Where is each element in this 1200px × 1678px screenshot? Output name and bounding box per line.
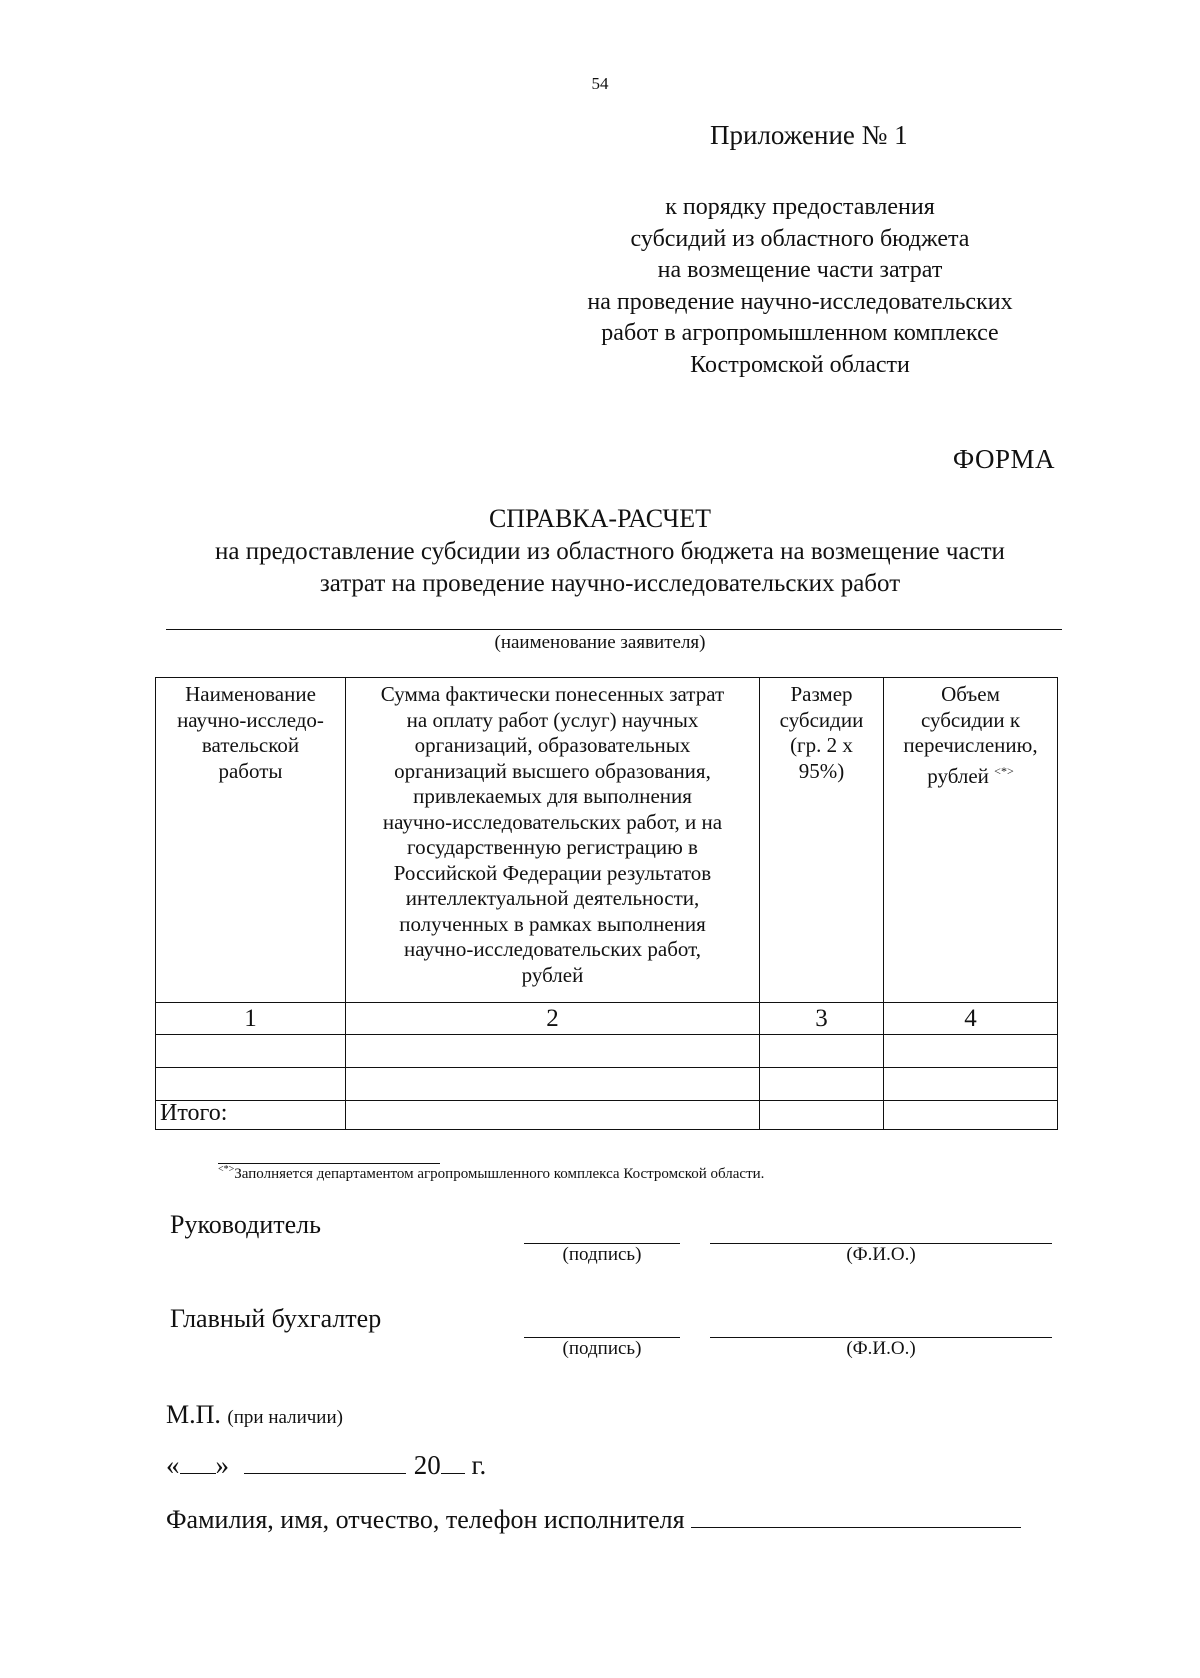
- table-cell[interactable]: [346, 1101, 760, 1130]
- appendix-line: на возмещение части затрат: [657, 257, 943, 283]
- header-line: полученных в рамках выполнения: [399, 911, 706, 936]
- table-row: [156, 1068, 1058, 1101]
- header-line: Сумма фактически понесенных затрат: [380, 682, 725, 706]
- header-line: перечислению,: [903, 733, 1038, 757]
- executor-blank[interactable]: [691, 1503, 1021, 1528]
- stamp-place: [166, 1400, 343, 1430]
- page-number: 54: [591, 74, 609, 93]
- head-signature-caption: (подпись): [562, 1244, 642, 1265]
- executor-label: Фамилия, имя, отчество, телефон исполнителя: [166, 1505, 685, 1534]
- subtitle-line: на предоставление субсидии из областного бюджета на возмещение части: [215, 538, 1005, 565]
- year-blank[interactable]: [441, 1449, 465, 1474]
- header-line: вательской: [201, 733, 300, 757]
- column-number: 2: [346, 1003, 760, 1035]
- header-line: рублей: [927, 763, 989, 788]
- header-line: работы: [218, 758, 283, 783]
- header-cell-subsidy-amount: [884, 678, 1058, 1003]
- header-line: научно-исследовательских работ, и на: [382, 809, 723, 834]
- header-line: Наименование: [185, 682, 316, 706]
- stamp-note: (при наличии): [227, 1407, 343, 1428]
- table-cell[interactable]: [346, 1068, 760, 1101]
- header-line: организаций высшего образования,: [394, 758, 711, 783]
- table-cell[interactable]: [346, 1035, 760, 1068]
- accountant-signature-caption: (подпись): [562, 1338, 642, 1359]
- appendix-line: субсидий из областного бюджета: [630, 225, 970, 252]
- header-line: Размер: [790, 682, 853, 706]
- table-cell[interactable]: [760, 1101, 884, 1130]
- table-cell[interactable]: [760, 1035, 884, 1068]
- applicant-caption: (наименование заявителя): [494, 632, 706, 653]
- table-row: [156, 1035, 1058, 1068]
- appendix-subtitle: [520, 192, 1080, 381]
- applicant-name-line[interactable]: [166, 629, 1062, 630]
- appendix-title: Приложение № 1: [710, 120, 908, 150]
- date-close-quote: »: [215, 1450, 229, 1480]
- year-prefix: 20: [413, 1450, 441, 1480]
- column-number-row: [156, 1003, 1058, 1035]
- header-line: интеллектуальной деятельности,: [405, 886, 700, 910]
- header-cell-research-name: [156, 678, 346, 1003]
- column-number: 1: [156, 1003, 346, 1035]
- year-suffix: г.: [471, 1450, 487, 1480]
- total-label: Итого:: [156, 1101, 346, 1130]
- head-label: Руководитель: [170, 1210, 321, 1239]
- header-line: государственную регистрацию в: [407, 835, 698, 859]
- header-line: Объем: [941, 682, 1000, 706]
- header-line: научно-исследовательских работ,: [404, 937, 701, 961]
- header-line: научно-исследо-: [177, 707, 324, 732]
- stamp-label: М.П.: [166, 1400, 221, 1429]
- table-cell[interactable]: [760, 1068, 884, 1101]
- header-line: привлекаемых для выполнения: [413, 784, 692, 808]
- date-line: [166, 1449, 486, 1481]
- header-line: (гр. 2 x: [790, 733, 853, 757]
- table-cell[interactable]: [884, 1101, 1058, 1130]
- form-label: ФОРМА: [952, 444, 1055, 474]
- header-line: рублей: [521, 962, 584, 987]
- table-cell[interactable]: [156, 1035, 346, 1068]
- table-header-row: [156, 678, 1058, 1003]
- executor-line: [166, 1503, 1021, 1535]
- total-row: [156, 1101, 1058, 1130]
- appendix-line: работ в агропромышленном комплексе: [601, 320, 999, 346]
- footnote-mark: <*>: [994, 763, 1014, 778]
- footnote: [218, 1164, 764, 1183]
- table-cell[interactable]: [884, 1035, 1058, 1068]
- day-blank[interactable]: [180, 1449, 216, 1474]
- month-blank[interactable]: [244, 1449, 406, 1474]
- header-line: Российской Федерации результатов: [393, 860, 712, 885]
- document-title: СПРАВКА-РАСЧЕТ: [488, 504, 712, 533]
- appendix-line: на проведение научно-исследовательских: [587, 288, 1013, 315]
- column-number: 4: [884, 1003, 1058, 1035]
- appendix-line: к порядку предоставления: [665, 194, 935, 220]
- header-cell-actual-costs: [346, 678, 760, 1003]
- table-cell[interactable]: [156, 1068, 346, 1101]
- column-number: 3: [760, 1003, 884, 1035]
- appendix-line: Костромской области: [690, 351, 910, 378]
- accountant-name-caption: (Ф.И.О.): [846, 1338, 916, 1359]
- footnote-mark: <*>: [218, 1164, 235, 1175]
- chief-accountant-label: Главный бухгалтер: [170, 1304, 382, 1333]
- header-line: организаций, образовательных: [414, 733, 691, 757]
- document-subtitle: [150, 536, 1070, 600]
- date-open-quote: «: [166, 1450, 180, 1480]
- header-line: на оплату работ (услуг) научных: [406, 707, 699, 732]
- calculation-table: [155, 677, 1058, 1130]
- header-line: субсидии к: [920, 707, 1021, 732]
- table-cell[interactable]: [884, 1068, 1058, 1101]
- head-name-caption: (Ф.И.О.): [846, 1244, 916, 1265]
- footnote-text: Заполняется департаментом агропромышленного комплекса Костромской области.: [234, 1166, 765, 1182]
- subtitle-line: затрат на проведение научно-исследовательских работ: [319, 570, 901, 597]
- header-line: 95%): [798, 758, 845, 783]
- header-line: субсидии: [779, 707, 864, 732]
- header-cell-subsidy-size: [760, 678, 884, 1003]
- header-line-with-footnote: [890, 759, 1051, 790]
